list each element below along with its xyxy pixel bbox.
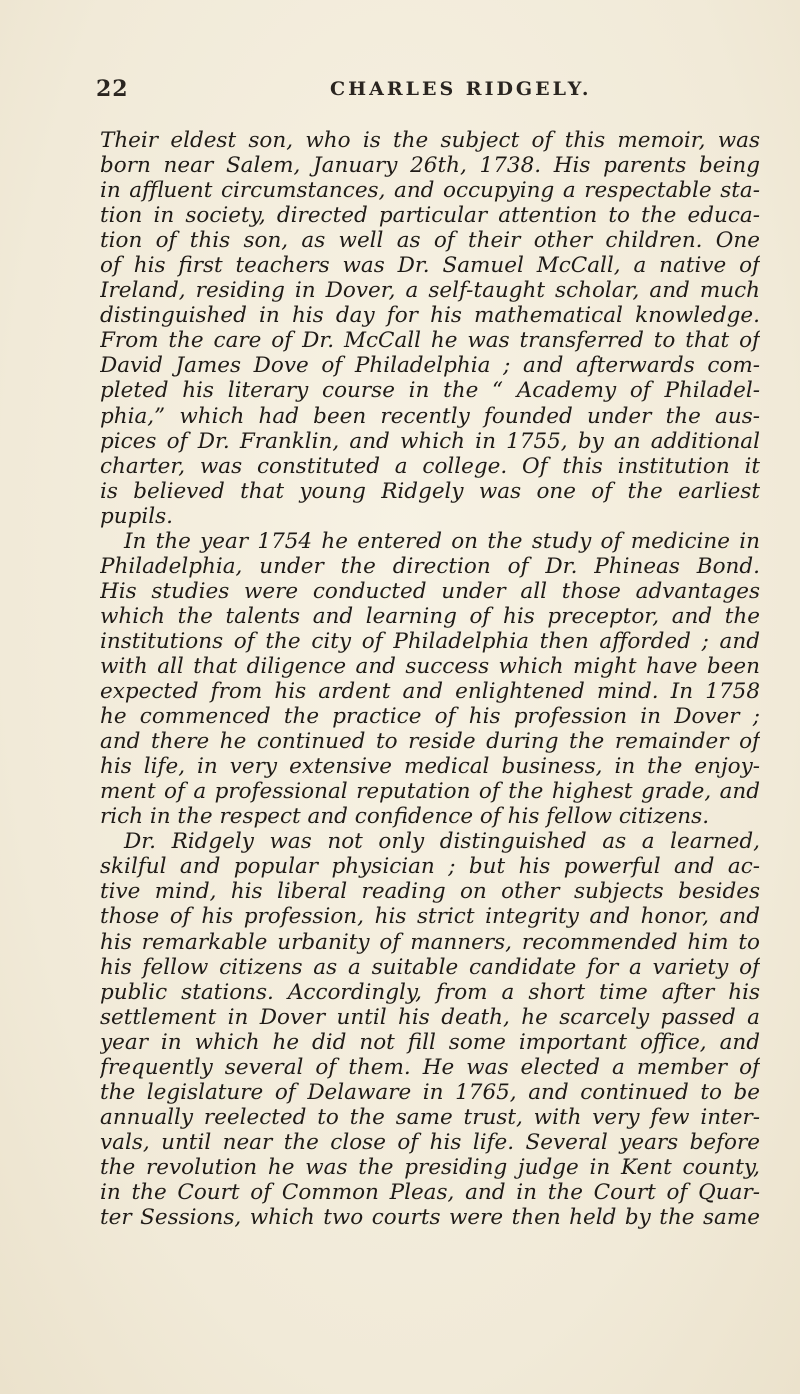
running-title: CHARLES RIDGELY. bbox=[330, 78, 592, 100]
paragraph bbox=[100, 829, 760, 1230]
paragraph bbox=[100, 128, 760, 529]
text-line: the revolution he was the presiding judge in Kent county, bbox=[100, 1154, 760, 1180]
text-line: His studies were conducted under all those advantages bbox=[100, 578, 760, 604]
text-line: Ireland, residing in Dover, a self-taught scholar, and much bbox=[100, 278, 760, 304]
text-line: is believed that young Ridgely was one of the earliest bbox=[100, 478, 760, 504]
text-line: tion of this son, as well as of their other children. One bbox=[100, 228, 760, 254]
text-line: public stations. Accordingly, from a short time after his bbox=[100, 979, 760, 1005]
text-line: his fellow citizens as a suitable candidate for a variety of bbox=[100, 954, 760, 980]
text-line: he commenced the practice of his profession in Dover ; bbox=[100, 704, 760, 730]
text-line: his remarkable urbanity of manners, recommended him to bbox=[100, 929, 760, 955]
text-line: born near Salem, January 26th, 1738. His parents being bbox=[100, 153, 760, 179]
text-line: in affluent circumstances, and occupying a respectable sta- bbox=[100, 178, 760, 204]
text-line: his life, in very extensive medical business, in the enjoy- bbox=[100, 754, 760, 780]
text-line: institutions of the city of Philadelphia then afforded ; and bbox=[100, 628, 760, 654]
text-line: the legislature of Delaware in 1765, and continued to be bbox=[100, 1079, 760, 1105]
text-line: From the care of Dr. McCall he was transferred to that of bbox=[100, 328, 760, 354]
text-line: David James Dove of Philadelphia ; and afterwards com- bbox=[100, 353, 760, 379]
text-line: and there he continued to reside during the remainder of bbox=[100, 729, 760, 755]
text-line: In the year 1754 he entered on the study of medicine in bbox=[124, 528, 760, 554]
text-line: tion in society, directed particular attention to the educa- bbox=[100, 203, 760, 229]
text-line: in the Court of Common Pleas, and in the Court of Quar- bbox=[100, 1179, 760, 1205]
text-line: Philadelphia, under the direction of Dr. Phineas Bond. bbox=[100, 553, 760, 579]
text-line: annually reelected to the same trust, with very few inter- bbox=[100, 1104, 760, 1130]
text-line: frequently several of them. He was elected a member of bbox=[100, 1054, 760, 1080]
text-line: tive mind, his liberal reading on other subjects besides bbox=[100, 879, 760, 905]
text-line: pupils. bbox=[100, 503, 173, 529]
text-line: pleted his literary course in the “ Academy of Philadel- bbox=[100, 378, 760, 404]
text-line: those of his profession, his strict integrity and honor, and bbox=[100, 904, 760, 930]
text-line: phia,” which had been recently founded under the aus- bbox=[100, 403, 760, 429]
text-line: Dr. Ridgely was not only distinguished as a learned, bbox=[124, 829, 760, 855]
text-line: with all that diligence and success which might have been bbox=[100, 653, 760, 679]
text-line: settlement in Dover until his death, he scarcely passed a bbox=[100, 1004, 760, 1030]
text-line: year in which he did not fill some important office, and bbox=[100, 1029, 760, 1055]
paragraph bbox=[100, 529, 760, 830]
text-line: ter Sessions, which two courts were then held by the same bbox=[100, 1205, 760, 1231]
text-line: skilful and popular physician ; but his powerful and ac- bbox=[100, 854, 760, 880]
text-line: distinguished in his day for his mathematical knowledge. bbox=[100, 303, 760, 329]
text-line: Their eldest son, who is the subject of this memoir, was bbox=[100, 128, 760, 153]
text-line: ment of a professional reputation of the highest grade, and bbox=[100, 779, 760, 805]
text-line: expected from his ardent and enlightened mind. In 1758 bbox=[100, 679, 760, 705]
body-text bbox=[100, 128, 760, 1230]
text-line: which the talents and learning of his preceptor, and the bbox=[100, 603, 760, 629]
text-line: vals, until near the close of his life. Several years before bbox=[100, 1129, 760, 1155]
text-line: rich in the respect and confidence of his fellow citizens. bbox=[100, 804, 710, 830]
page-number: 22 bbox=[96, 76, 129, 102]
running-head bbox=[96, 76, 716, 108]
text-line: charter, was constituted a college. Of this institution it bbox=[100, 453, 760, 479]
text-line: pices of Dr. Franklin, and which in 1755, by an additional bbox=[100, 428, 760, 454]
text-line: of his first teachers was Dr. Samuel McCall, a native of bbox=[100, 253, 760, 279]
